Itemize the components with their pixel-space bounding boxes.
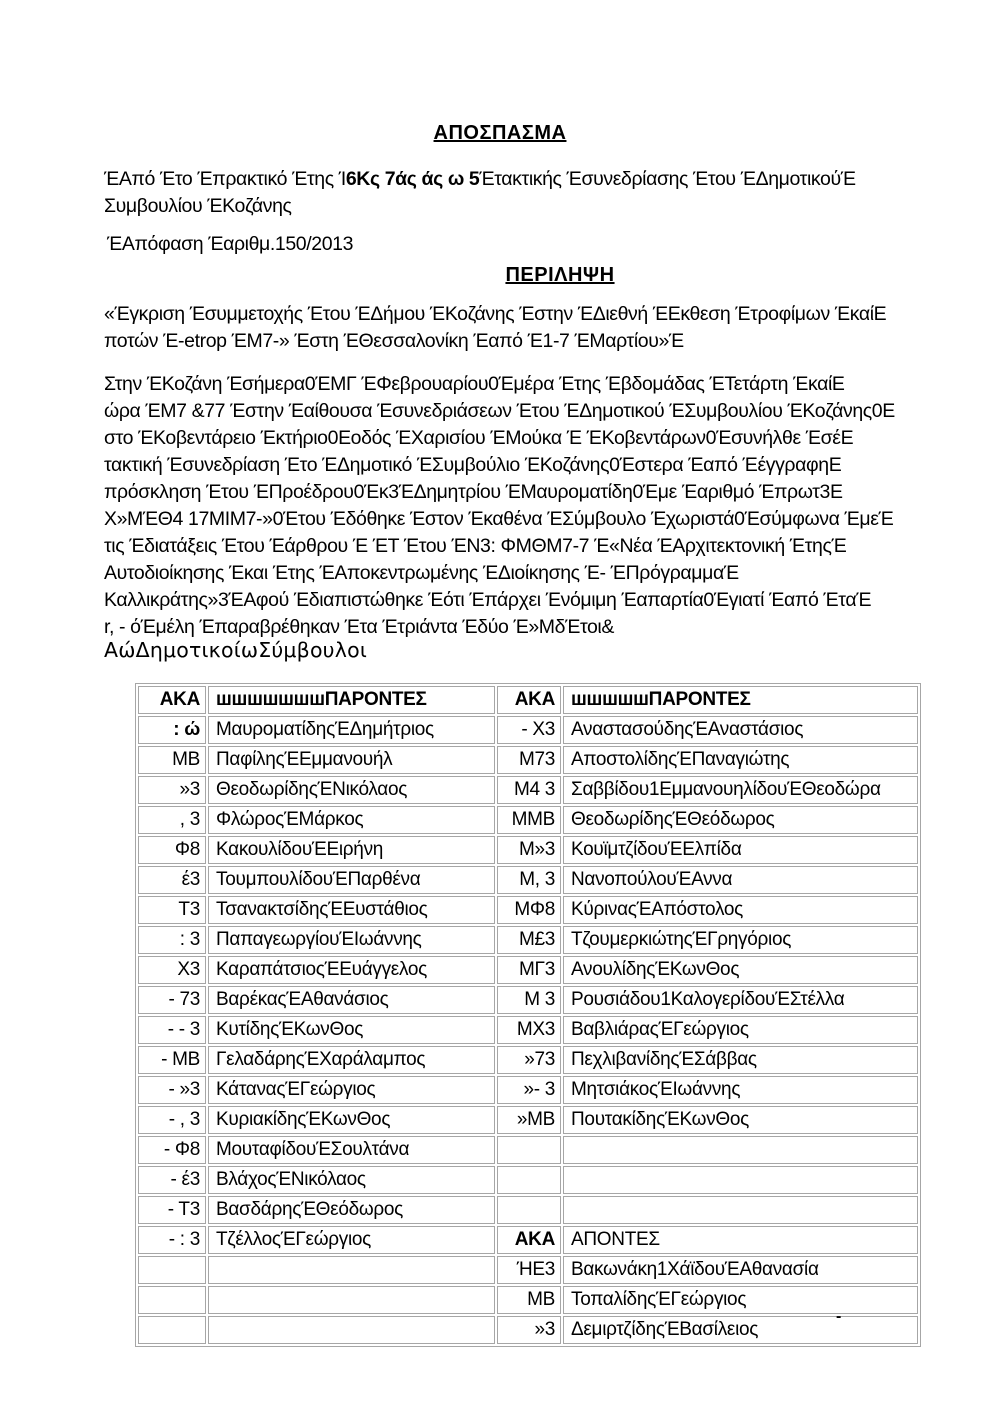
member-name-cell: ΜητσιάκοςΈΙωάννης [563, 1076, 918, 1104]
table-row [138, 866, 918, 894]
table-row [138, 746, 918, 774]
row-number-cell: ΜΦ8 [497, 896, 561, 924]
member-name-cell: ΚύριναςΈΑπόστολος [563, 896, 918, 924]
member-name-cell: ΑνουλίδηςΈΚωνΘος [563, 956, 918, 984]
row-number-cell: ΑΚΑ [497, 686, 561, 714]
table-row [138, 836, 918, 864]
table-row [138, 1016, 918, 1044]
member-name-cell: ΤουμπουλίδουΈΠαρθένα [208, 866, 495, 894]
row-number-cell: Μ»3 [497, 836, 561, 864]
row-number-cell: ΉΕ3 [497, 1256, 561, 1284]
summary-heading: ΠΕΡΙΛΗΨΗ [505, 264, 615, 286]
text-run: Έτακτικής Έσυνεδρίασης Έτου ΈΔημοτικούΈ [479, 168, 856, 190]
member-name-cell: ΦλώροςΈΜάρκος [208, 806, 495, 834]
summary-paragraph [104, 301, 886, 355]
member-name-cell: ΘεοδωρίδηςΈΘεόδωρος [563, 806, 918, 834]
row-number-cell: - Τ3 [138, 1196, 206, 1224]
member-name-cell: ΚαραπάτσιοςΈΕυάγγελος [208, 956, 495, 984]
text-line: στο ΈΚοβεντάρειο Έκτήριο0Εοδός ΈΧαρισίου ΈΜούκα Έ ΈΚοβεντάρων0Έσυνήλθε ΈσέΕ [104, 427, 854, 449]
row-number-cell: - ΜΒ [138, 1046, 206, 1074]
row-number-cell: Μ£3 [497, 926, 561, 954]
member-name-cell [563, 1166, 918, 1194]
table-row [138, 1286, 918, 1314]
member-name-cell: ΜουταφίδουΈΣουλτάνα [208, 1136, 495, 1164]
row-number-cell: »3 [497, 1316, 561, 1344]
row-number-cell: ΑΚΑ [138, 686, 206, 714]
member-name-cell: ΚάταναςΈΓεώργιος [208, 1076, 495, 1104]
row-number-cell: ΜΜΒ [497, 806, 561, 834]
table-row [138, 716, 918, 744]
member-name-cell: ΠαφίληςΈΕμμανουήλ [208, 746, 495, 774]
member-name-cell: ΘεοδωρίδηςΈΝικόλαος [208, 776, 495, 804]
member-name-cell: ΤσανακτσίδηςΈΕυστάθιος [208, 896, 495, 924]
table-row [138, 776, 918, 804]
row-number-cell: - Χ3 [497, 716, 561, 744]
table-row [138, 1256, 918, 1284]
member-name-cell: ΒασδάρηςΈΘεόδωρος [208, 1196, 495, 1224]
row-number-cell: : 3 [138, 926, 206, 954]
row-number-cell [138, 1316, 206, 1344]
row-number-cell [497, 1196, 561, 1224]
row-number-cell: »3 [138, 776, 206, 804]
row-number-cell: - , 3 [138, 1106, 206, 1134]
text-run: ΈΑπό Έτο Έπρακτικό Έτης Ί [104, 168, 346, 190]
row-number-cell [497, 1136, 561, 1164]
row-number-cell: - »3 [138, 1076, 206, 1104]
row-number-cell: Μ73 [497, 746, 561, 774]
member-name-cell [563, 1136, 918, 1164]
table-header-row [138, 686, 918, 714]
member-name-cell [208, 1316, 495, 1344]
member-name-cell: ΤοπαλίδηςΈΓεώργιος [563, 1286, 918, 1314]
row-number-cell: ΜΧ3 [497, 1016, 561, 1044]
row-number-cell: - έ3 [138, 1166, 206, 1194]
member-name-cell: ΤζουμερκιώτηςΈΓρηγόριος [563, 926, 918, 954]
row-number-cell [497, 1166, 561, 1194]
row-number-cell: : ώ [138, 716, 206, 744]
row-number-cell: »- 3 [497, 1076, 561, 1104]
text-line: Καλλικράτης»3ΈΑφού Έδιαπιστώθηκε Έότι Έπάρχει Ένόμιμη Έαπαρτία0Έγιατί Έαπό ΈταΈ [104, 589, 872, 611]
text-line: «Έγκριση Έσυμμετοχής Έτου ΈΔήμου ΈΚοζάνης Έστην ΈΔιεθνή ΈΕκθεση Έτροφίμων ΈκαίΕ [104, 303, 887, 325]
row-number-cell: »73 [497, 1046, 561, 1074]
member-name-cell: ΒαρέκαςΈΑθανάσιος [208, 986, 495, 1014]
text-run-bold: 6Κς 7άς άς ω 5 [345, 168, 480, 190]
session-paragraph [104, 371, 895, 641]
row-number-cell: Τ3 [138, 896, 206, 924]
council-members-table [135, 683, 921, 1347]
text-line: ώρα ΈΜ7 &77 Έστην Έαίθουσα Έσυνεδριάσεων Έτου ΈΔημοτικού ΈΣυμβουλίου ΈΚοζάνης0Ε [104, 400, 895, 422]
table-row [138, 1196, 918, 1224]
text-line: ποτών Έ-etrop ΈΜ7-» Έστη ΈΘεσσαλονίκη Έαπό Έ1-7 ΈΜαρτίου»Έ [104, 330, 684, 352]
member-name-cell: ΚυριακίδηςΈΚωνΘος [208, 1106, 495, 1134]
row-number-cell: - - 3 [138, 1016, 206, 1044]
table-row [138, 1316, 918, 1344]
row-number-cell: έ3 [138, 866, 206, 894]
row-number-cell: ΜΒ [497, 1286, 561, 1314]
row-number-cell: Χ3 [138, 956, 206, 984]
member-name-cell: ΝανοπούλουΈΑννα [563, 866, 918, 894]
member-name-cell: ΑναστασούδηςΈΑναστάσιος [563, 716, 918, 744]
text-line: Χ»ΜΈΘ4 17ΜΙΜ7-»0Έτου Έδόθηκε Έστον Έκαθένα ΈΣύμβουλο Έχωριστά0Έσύμφωνα ΈμεΈ [104, 508, 894, 530]
table-row [138, 926, 918, 954]
member-name-cell: ΔεμιρτζίδηςΈΒασίλειος [563, 1316, 918, 1344]
text-line: Συμβουλίου ΈΚοζάνης [104, 195, 292, 217]
row-number-cell: - 73 [138, 986, 206, 1014]
intro-paragraph [104, 166, 856, 220]
document-title: ΑΠΟΣΠΑΣΜΑ [433, 122, 567, 144]
text-line: τακτική Έσυνεδρίαση Έτο ΈΔημοτικό ΈΣυμβούλιο ΈΚοζάνης0Έστερα Έαπό ΈέγγραφηΕ [104, 454, 842, 476]
member-name-cell: ΓελαδάρηςΈΧαράλαμπος [208, 1046, 495, 1074]
text-line: Στην ΈΚοζάνη Έσήμερα0ΈΜΓ ΈΦεβρουαρίου0Έμέρα Έτης Έβδομάδας ΈΤετάρτη ΈκαίΕ [104, 373, 845, 395]
table-row [138, 1226, 918, 1254]
member-name-cell: ΚυτίδηςΈΚωνΘος [208, 1016, 495, 1044]
text-line: Αυτοδιοίκησης Έκαι Έτης ΈΑποκεντρωμένης ΈΔιοίκησης Έ- ΈΠρόγραμμαΈ [104, 562, 739, 584]
row-number-cell: Μ, 3 [497, 866, 561, 894]
table-row [138, 1046, 918, 1074]
table-row [138, 1106, 918, 1134]
member-name-cell: Ρουσιάδου1ΚαλογερίδουΈΣτέλλα [563, 986, 918, 1014]
member-name-cell: шшшшшΠΑΡΟΝΤΕΣ [563, 686, 918, 714]
council-members-heading: ΑώΔημοτικοίωΣύμβουλοι [104, 638, 367, 662]
text-line: τις Έδιατάξεις Έτου Έάρθρου Έ ΈΤ Έτου ΈΝ3: ΦΜΘΜ7-7 Έ«Νέα ΈΑρχιτεκτονική ΈτηςΈ [104, 535, 847, 557]
member-name-cell: ΚουϊμτζίδουΈΕλπίδα [563, 836, 918, 864]
row-number-cell: ΑΚΑ [497, 1226, 561, 1254]
row-number-cell: , 3 [138, 806, 206, 834]
member-name-cell: ΒλάχοςΈΝικόλαος [208, 1166, 495, 1194]
decision-number-line: ΈΑπόφαση Έαριθμ.150/2013 [107, 233, 354, 255]
member-name-cell: ΑΠΟΝΤΕΣ [563, 1226, 918, 1254]
table-row [138, 896, 918, 924]
table-row [138, 986, 918, 1014]
row-number-cell: Μ 3 [497, 986, 561, 1014]
row-number-cell: Φ8 [138, 836, 206, 864]
text-line: πρόσκληση Έτου ΈΠροέδρου0Έκ3ΈΔημητρίου ΈΜαυροματίδη0Έμε Έαριθμό Έπρωτ3Ε [104, 481, 843, 503]
table-row [138, 806, 918, 834]
member-name-cell: шшшшшшшΠΑΡΟΝΤΕΣ [208, 686, 495, 714]
member-name-cell [563, 1196, 918, 1224]
table-row [138, 1076, 918, 1104]
member-name-cell: ΤζέλλοςΈΓεώργιος [208, 1226, 495, 1254]
row-number-cell [138, 1256, 206, 1284]
table-row [138, 956, 918, 984]
row-number-cell: »ΜΒ [497, 1106, 561, 1134]
member-name-cell: ΠεχλιβανίδηςΈΣάββας [563, 1046, 918, 1074]
member-name-cell: ΜαυροματίδηςΈΔημήτριος [208, 716, 495, 744]
row-number-cell: - : 3 [138, 1226, 206, 1254]
member-name-cell: ΑποστολίδηςΈΠαναγιώτης [563, 746, 918, 774]
member-name-cell: Βακωνάκη1ΧάϊδουΈΑθανασία [563, 1256, 918, 1284]
row-number-cell [138, 1286, 206, 1314]
row-number-cell: - Φ8 [138, 1136, 206, 1164]
text-line: r, - όΈμέλη Έπαραβρέθηκαν Έτα Έτριάντα Έδύο Έ»ΜδΈτοι& [104, 616, 614, 638]
member-name-cell: Σαββίδου1ΕμμανουηλίδουΈΘεοδώρα [563, 776, 918, 804]
row-number-cell: ΜΓ3 [497, 956, 561, 984]
member-name-cell [208, 1256, 495, 1284]
row-number-cell: Μ4 3 [497, 776, 561, 804]
page-footer-dash: - [836, 1308, 842, 1325]
member-name-cell [208, 1286, 495, 1314]
member-name-cell: ΒαβλιάραςΈΓεώργιος [563, 1016, 918, 1044]
row-number-cell: ΜΒ [138, 746, 206, 774]
text-line [104, 166, 856, 193]
member-name-cell: ΠαπαγεωργίουΈΙωάννης [208, 926, 495, 954]
member-name-cell: ΠουτακίδηςΈΚωνΘος [563, 1106, 918, 1134]
table-row [138, 1136, 918, 1164]
council-table-body [138, 686, 918, 1344]
member-name-cell: ΚακουλίδουΈΕιρήνη [208, 836, 495, 864]
table-row [138, 1166, 918, 1194]
